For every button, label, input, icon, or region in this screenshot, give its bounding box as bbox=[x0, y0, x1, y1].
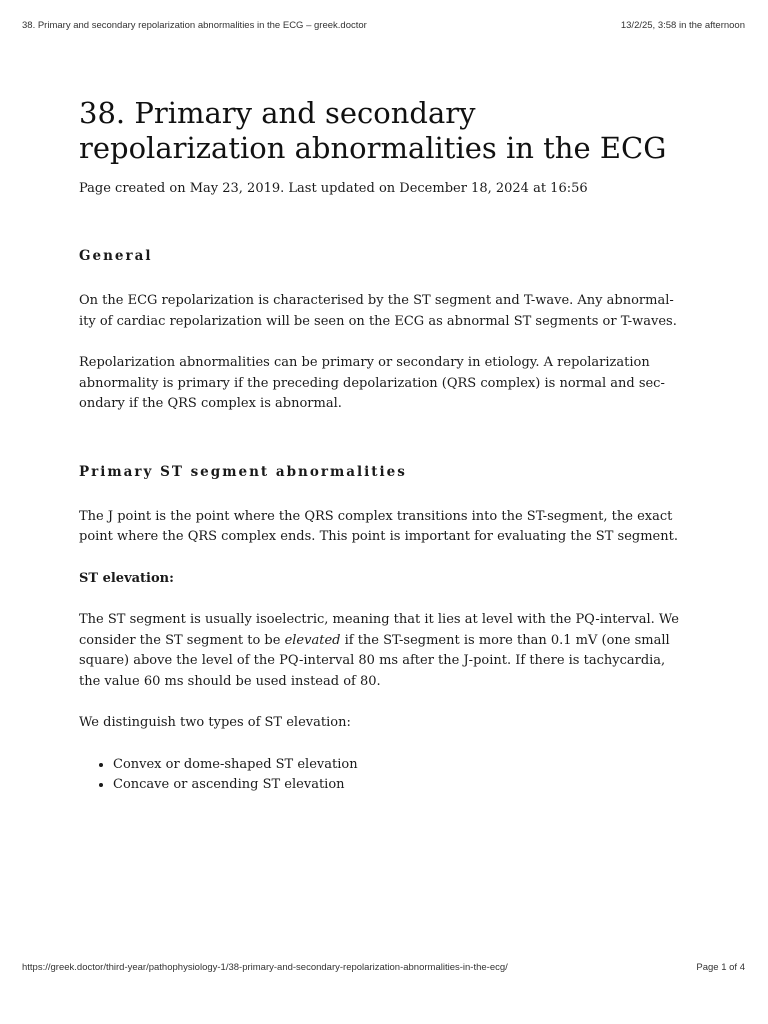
j-point-line-1: The J point is the point where the QRS complex transitions into the ST-segment, the exact bbox=[79, 508, 673, 524]
article-content bbox=[79, 96, 691, 796]
general-p2-line-2: abnormality is primary if the preceding depolarization (QRS complex) is normal and sec- bbox=[79, 375, 665, 391]
st-elevation-line-2b: if the ST-segment is more than 0.1 mV (one small bbox=[340, 632, 670, 648]
page-title bbox=[79, 96, 691, 166]
elevated-emphasis: elevated bbox=[284, 632, 341, 648]
print-header-title: 38. Primary and secondary repolarization abnormalities in the ECG – greek.doctor bbox=[22, 20, 367, 31]
general-heading: General bbox=[79, 248, 153, 264]
st-elevation-paragraph bbox=[79, 610, 691, 692]
primary-st-heading: Primary ST segment abnormalities bbox=[79, 463, 407, 480]
print-footer bbox=[22, 962, 745, 973]
general-p1-line-1: On the ECG repolarization is characterised by the ST segment and T-wave. Any abnormal- bbox=[79, 293, 674, 308]
types-intro: We distinguish two types of ST elevation: bbox=[79, 715, 351, 730]
j-point-paragraph bbox=[79, 507, 691, 548]
st-elevation-line-1: The ST segment is usually isoelectric, meaning that it lies at level with the PQ-interval. We bbox=[79, 612, 679, 627]
general-p2-line-3: ondary if the QRS complex is abnormal. bbox=[79, 396, 342, 411]
j-point-line-2: point where the QRS complex ends. This point is important for evaluating the ST segment. bbox=[79, 529, 678, 544]
page-number: Page 1 of 4 bbox=[696, 962, 745, 973]
general-p1-line-2: ity of cardiac repolarization will be seen on the ECG as abnormal ST segments or T-waves. bbox=[79, 313, 677, 329]
st-elevation-label: ST elevation: bbox=[79, 570, 174, 586]
general-p2-line-1: Repolarization abnormalities can be primary or secondary in etiology. A repolarization bbox=[79, 355, 650, 370]
print-header bbox=[22, 20, 745, 31]
print-header-datetime: 13/2/25, 3:58 in the afternoon bbox=[620, 20, 745, 31]
st-elevation-line-3: square) above the level of the PQ-interval 80 ms after the J-point. If there is tachycardia, bbox=[79, 653, 666, 668]
list-item: • Convex or dome-shaped ST elevation bbox=[113, 755, 691, 776]
page-url: https://greek.doctor/third-year/pathophysiology-1/38-primary-and-secondary-repolarization-abnormalities-in-the-ecg/ bbox=[22, 962, 508, 973]
general-paragraph-1 bbox=[79, 291, 691, 332]
page-title-line-1: 38. Primary and secondary bbox=[79, 96, 476, 130]
st-elevation-line-2a: consider the ST segment to be bbox=[79, 632, 285, 648]
st-elevation-types-list bbox=[79, 755, 691, 796]
st-elevation-line-4: the value 60 ms should be used instead of 80. bbox=[79, 673, 381, 689]
general-paragraph-2 bbox=[79, 353, 691, 415]
list-item: • Concave or ascending ST elevation bbox=[113, 775, 691, 796]
page-meta: Page created on May 23, 2019. Last updated on December 18, 2024 at 16:56 bbox=[79, 181, 588, 196]
page-title-line-2: repolarization abnormalities in the ECG bbox=[79, 131, 667, 165]
